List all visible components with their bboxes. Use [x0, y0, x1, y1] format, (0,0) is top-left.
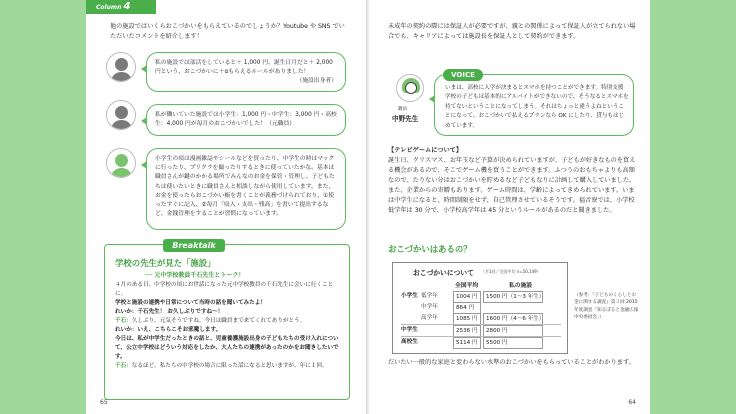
- reference-note: （参考：『子どものくらしとお金に関する調査』第３回 2015 年度調査「知るぽると金融広報中央委員会」）: [574, 293, 639, 321]
- table-row: 高学年 1085 円 1600 円（4〜6 年生）: [401, 313, 563, 323]
- voice-role: 職員: [398, 107, 407, 112]
- voice-tag: VOICE: [443, 69, 483, 81]
- comment-bubble-2: [146, 104, 346, 136]
- dialog-line: 千石：久しぶり。元気そうですね。今日は職員まで来てくれてありがとう。: [115, 318, 306, 324]
- comment-bubble-3: [146, 148, 346, 230]
- closing-text: だいたい一般的な家庭と変わらない水準のおこづかいをもらっていることがわかります。: [388, 359, 635, 366]
- user-avatar-icon: [106, 52, 136, 82]
- breaktalk-body: [115, 281, 343, 371]
- comment-text: 私の施設では部活をしていると＋ 1,000 円、誕生日月だと＋ 2,000 円という、おこづかいに＋αもらえるルールがありました！: [155, 60, 333, 76]
- user-avatar-icon: [106, 148, 136, 178]
- teacher-avatar-icon: [396, 74, 424, 102]
- table-header-ours: 私の施設: [509, 283, 533, 289]
- user-avatar-icon: [106, 100, 136, 130]
- table-row: 中学生 2536 円 2800 円: [401, 325, 563, 335]
- comment-source: （施設出身者）: [296, 78, 337, 85]
- table-row: 高校生 5114 円 5500 円: [401, 337, 563, 347]
- column-tag-number: 4: [123, 1, 131, 12]
- left-page: [86, 0, 366, 414]
- voice-text: いまは、高校に入学が決まるとスマホを持つことができます。特別支援学校の子どもは基本的にアルバイトができないので、そうなるとスマホを持てないということになってしまう。それはちょっと違うよねということになって、おこづかいで払えるプランなら OK にしたり、貸与もはじめています。: [445, 85, 629, 129]
- breaktalk-subtitle: ── 元中学校教員千石先生とトーク！: [145, 272, 245, 279]
- voice-box: [434, 71, 634, 136]
- dialog-line: 今日は、私が中学生だったときの話と、児童養護施設出身の子どもたちの受け入れについて、公立中学校はどういう対応をしたか、大人たちの連携があったのかをお聞きしたいです。: [115, 336, 339, 360]
- table-row: 中学年 864 円: [401, 302, 563, 312]
- breaktalk-label: Breaktalk: [163, 239, 225, 252]
- table-note: （月1回／全国平均 n=50,149）: [481, 269, 541, 274]
- dialog-line: 千石：なるほど。私たちの中学校の場合に限った話になると思いますが、年に１回、: [115, 363, 328, 369]
- contract-text: 未成年の契約の際には保証人が必要ですが、親との関係によって保証人が立てられない場合でも、キャリアによっては施設長を保証人として契約ができます。: [388, 23, 636, 40]
- tv-heading: 【テレビゲームについて】: [388, 147, 463, 154]
- voice-name: 中野先生: [392, 115, 419, 123]
- breaktalk-box: [104, 241, 350, 400]
- section-heading: おこづかいはあるの？: [388, 244, 472, 254]
- intro-text: 他の施設ではいくらおこづかいをもらえているのでしょうか？Youtube や SNS でいただいたコメントを紹介します！: [110, 23, 345, 40]
- dialog-line: れいか：いえ、こちらこそお邪魔します。: [115, 327, 222, 333]
- table-title: おこづかいについて: [413, 269, 474, 277]
- page-number-left: 65: [100, 399, 108, 406]
- right-page: [370, 0, 650, 414]
- column-tag: [86, 0, 156, 14]
- dialog-line: れいか：千石先生！ お久しぶりですね〜！: [115, 309, 224, 315]
- comment-text: 小学生の頃は漫画雑誌やシールなどを買ったり、中学生の時はマックに行ったり、プリクラを撮ったりするときに使っていたかな。基本は職員さんが鍵のかかる場所でみんなのお金を保管・管理し、子どもたちは使いたいときに職員さんと相談しながら使用しています。また、お金を使ったらおこづかい帳を書くことが義務づけられており、①使ったすぐに記入、②毎月「収入・支出・残高」を書いて提出するなど、金銭管理をすることが習慣になっています。: [155, 156, 335, 218]
- comment-text: 私が働いていた施設では小学生：1,000 円・中学生：3,000 円・高校生：4,000 円が毎月のおこづかいでした！（元職員）: [155, 112, 337, 128]
- table-row: 小学生 低学年 1004 円 1500 円（1〜3 年生）: [401, 291, 563, 301]
- page-number-right: 64: [628, 399, 636, 406]
- allowance-table: [392, 262, 568, 354]
- column-tag-label: Column: [96, 4, 122, 11]
- table-header-national: 全国平均: [455, 283, 479, 289]
- tv-game-section: [388, 146, 638, 216]
- breaktalk-intro-2: 学校と施設の連携や日常について当時の話を聞いてみたよ！: [115, 300, 266, 306]
- comment-bubble-1: [146, 52, 346, 92]
- tv-text: 誕生日、クリスマス、お年玉など予算が決められていますが、子どもが好きなものを買える機会があるので、そこでゲーム機を買うことができます。ふつうのおもちゃよりも高額なので、たりない分はおこづかいを貯めるなど子どもなりに計画して購入していました。また、企業からの寄贈もあります。ゲーム時間は、学齢によってきめられています。いまは中学生になると、時間制限をせず、自己管理させているそうです。福音寮では、小学校低学年は 30 分で、小学校高学年は 45 分というルールがあるのだと聞きました。: [388, 157, 636, 214]
- breaktalk-intro-1: ４月のある日、中学校の頃にお世話になった元中学校教員の千石先生に会いに行くことに。: [115, 282, 334, 297]
- breaktalk-title: 学校の先生が見た「施設」: [115, 258, 216, 268]
